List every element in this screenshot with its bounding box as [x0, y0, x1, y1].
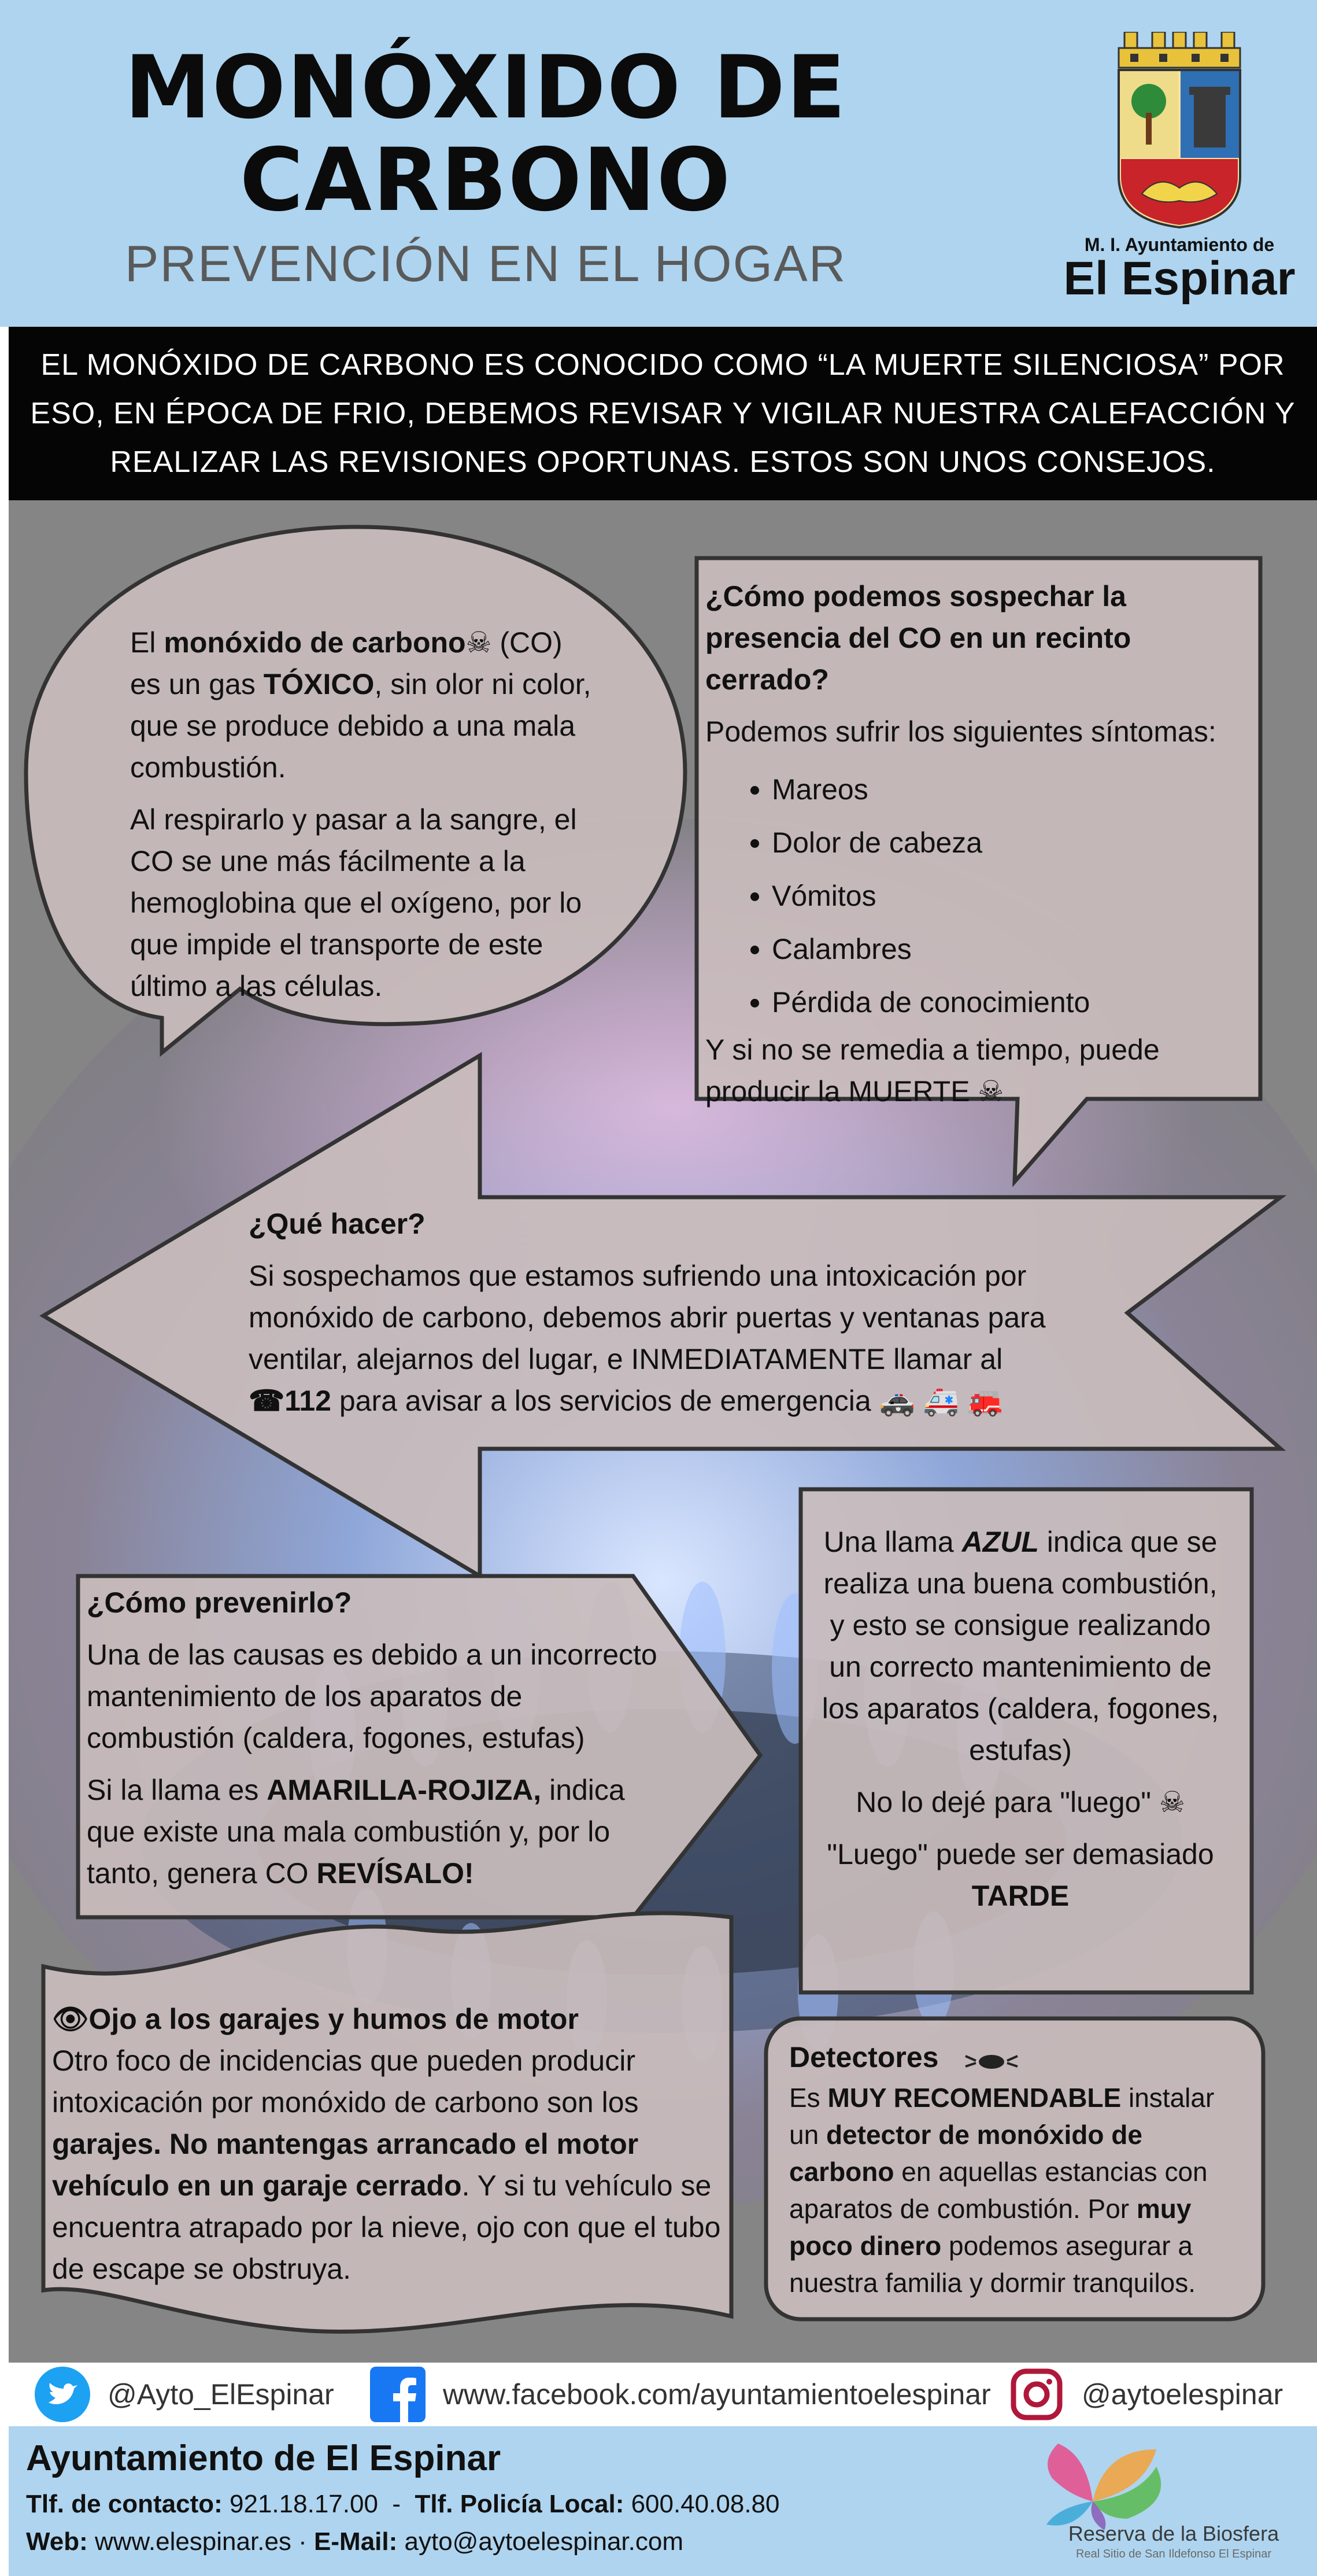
smoke-detector-icon	[960, 2044, 1023, 2073]
page-title-line2: CARBONO	[239, 130, 732, 231]
garages-text: Otro foco de incidencias que pueden producir intoxicación por monóxido de carbono son los garajes. No mantengas arrancado el motor vehículo en un garaje cerrado. Y si tu vehículo se encuentra atrapado por la nieve, ojo con que el tubo de escape se obstruya.	[52, 2044, 721, 2285]
detectors-panel	[789, 2039, 1240, 2312]
facebook-icon	[370, 2367, 426, 2422]
crest-town-name: El Espinar	[1063, 252, 1296, 305]
symptoms-list	[705, 763, 1255, 1029]
garages-panel	[52, 1998, 723, 2300]
detectors-text: Es MUY RECOMENDABLE instalar un detector de monóxido de carbono en aquellas estancias con aparatos de combustión. Por muy poco dinero podemos asegurar a nuestra familia y dormir tranquilos.	[789, 2083, 1215, 2298]
what-to-do-text: Si sospechamos que estamos sufriendo una intoxicación por monóxido de carbono, debemos abrir puertas y ventanas para ventilar, alejarnos del lugar, e INMEDIATAMENTE llamar al ☎112 para avisar a los servicios de emergencia 🚓 🚑 🚒	[249, 1260, 1046, 1417]
footer-phones: Tlf. de contacto: 921.18.17.00 - Tlf. Policía Local: 600.40.08.80	[26, 2490, 780, 2518]
what-to-do-heading: ¿Qué hacer?	[249, 1208, 426, 1240]
prevent-heading: ¿Cómo prevenirlo?	[87, 1586, 352, 1619]
symptoms-intro: Podemos sufrir los siguientes síntomas:	[705, 715, 1216, 748]
list-item: • Pérdida de conocimiento	[772, 976, 1255, 1029]
bubble-co-text: El monóxido de carbono☠ (CO) es un gas TÓXICO, sin olor ni color, que se produce debido a una mala combustión. Al respirarlo y pasar a la sangre, el CO se une más fácilmente a la hemoglobina que el oxígeno, por lo que impide el transporte de este último a las células.	[130, 626, 591, 1002]
symptoms-outro: Y si no se remedia a tiempo, puede producir la MUERTE ☠	[705, 1034, 1160, 1108]
facebook-url: www.facebook.com/ayuntamientoelespinar	[443, 2378, 991, 2411]
list-item: • Calambres	[772, 922, 1255, 976]
facebook-link[interactable]	[370, 2365, 991, 2423]
instagram-link[interactable]	[1009, 2365, 1283, 2423]
footer-org-name: Ayuntamiento de El Espinar	[26, 2438, 501, 2478]
intro-text: EL MONÓXIDO DE CARBONO ES CONOCIDO COMO “LA MUERTE SILENCIOSA” POR ESO, EN ÉPOCA DE FRIO, DEBEMOS REVISAR Y VIGILAR NUESTRA CALEFACCIÓN Y REALIZAR LAS REVISIONES OPORTUNAS. ESTOS SON UNOS CONSEJOS.	[30, 348, 1296, 479]
prevent-panel	[87, 1582, 665, 1905]
biosphere-reserve-subtitle: Real Sitio de San Ildefonso El Espinar	[1076, 2548, 1271, 2560]
list-item: • Dolor de cabeza	[772, 816, 1255, 869]
instagram-handle: @aytoelespinar	[1082, 2378, 1283, 2411]
list-item: • Vómitos	[772, 869, 1255, 922]
town-crest-logo	[1113, 32, 1246, 228]
footer-web-link[interactable]: www.elespinar.es	[94, 2527, 291, 2556]
detectors-heading: Detectores	[789, 2041, 939, 2073]
garages-heading: 👁Ojo a los garajes y humos de motor	[52, 2003, 579, 2035]
twitter-icon	[35, 2367, 90, 2422]
symptoms-heading: ¿Cómo podemos sospechar la presencia del CO en un recinto cerrado?	[705, 580, 1131, 696]
symptoms-panel	[705, 575, 1255, 1123]
list-item: • Mareos	[772, 763, 1255, 816]
prevent-p2: Si la llama es AMARILLA-ROJIZA, indica que existe una mala combustión y, por lo tanto, genera CO REVÍSALO!	[87, 1774, 625, 1889]
biosphere-reserve-title: Reserva de la Biosfera	[1068, 2522, 1279, 2545]
intro-band	[9, 327, 1317, 500]
prevent-p1: Una de las causas es debido a un incorrecto mantenimiento de los aparatos de combustión (caldera, fogones, estufas)	[87, 1638, 657, 1754]
instagram-icon	[1009, 2367, 1064, 2422]
twitter-handle: @Ayto_ElEspinar	[108, 2378, 334, 2411]
blue-flame-panel: Una llama AZUL indica que se realiza una buena combustión, y esto se consigue realizando un correcto mantenimiento de los aparatos (caldera, fogones, estufas) No lo dejé para "luego" ☠ "Luego" puede ser demasiado TARDE	[822, 1526, 1219, 1912]
footer-email-link[interactable]: ayto@aytoelespinar.com	[404, 2527, 683, 2556]
twitter-link[interactable]	[35, 2365, 334, 2423]
page-subtitle: PREVENCIÓN EN EL HOGAR	[124, 235, 847, 292]
what-to-do-panel	[249, 1203, 1093, 1432]
crest-caption: M. I. Ayuntamiento de	[1084, 234, 1275, 255]
page-title-line1: MONÓXIDO DE	[124, 38, 847, 138]
footer-web-email: Web: www.elespinar.es · E-Mail: ayto@aytoelespinar.com	[26, 2527, 683, 2556]
